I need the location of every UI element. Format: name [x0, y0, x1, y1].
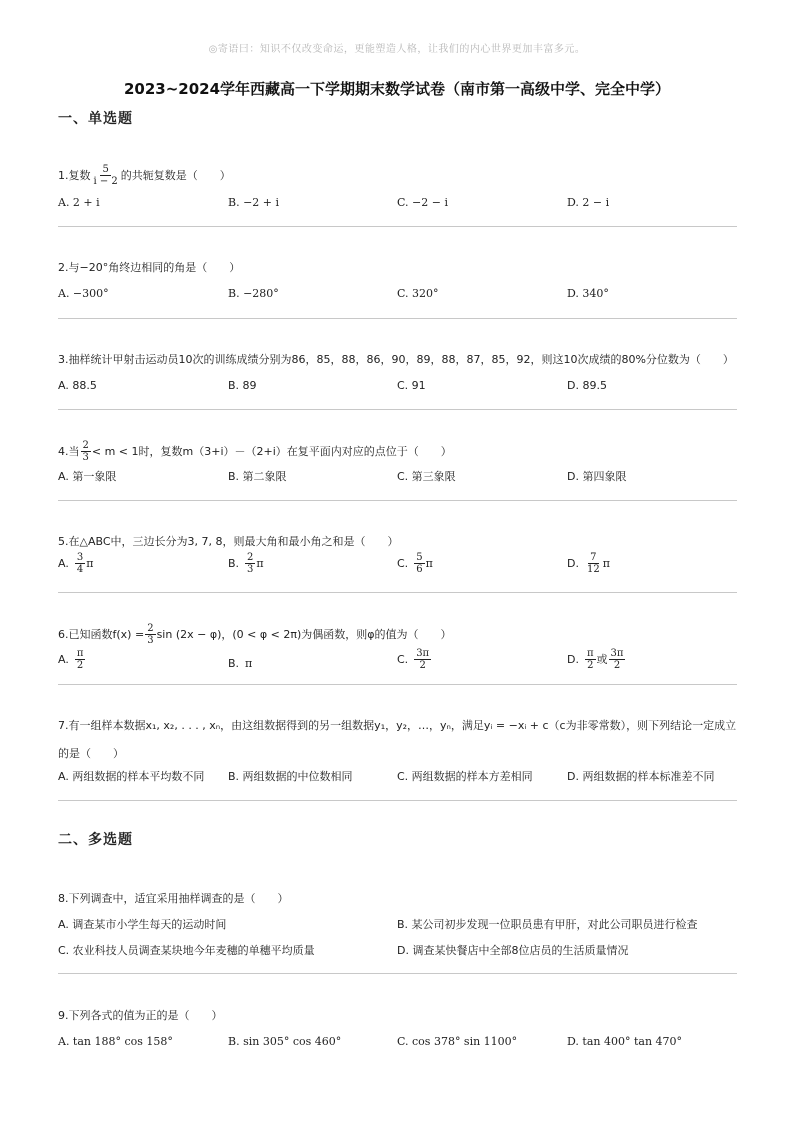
option-fraction [585, 648, 596, 671]
divider [58, 973, 737, 974]
option-a[interactable]: A. 两组数据的样本平均数不同 [58, 770, 205, 783]
option-d[interactable]: D. 两组数据的样本标准差不同 [567, 770, 715, 783]
fraction-denominator: i − 2 [93, 175, 118, 187]
option-label: A. [58, 557, 69, 570]
question-5-stem: 5.在△ABC中，三边长分为3, 7, 8，则最大角和最小角之和是（ ） [58, 535, 399, 548]
fraction-denominator: 3 [82, 451, 89, 463]
option-a[interactable] [58, 552, 93, 575]
option-c[interactable]: C. 农业科技人员调查某块地今年麦穗的单穗平均质量 [58, 944, 315, 957]
option-d[interactable]: D. 89.5 [567, 379, 607, 392]
option-label: C. [397, 653, 409, 666]
fraction-numerator: 7 [590, 552, 597, 563]
question-8-stem: 8.下列调查中，适宜采用抽样调查的是（ ） [58, 892, 289, 905]
pi-symbol: π [602, 557, 610, 570]
fraction-denominator: 3 [247, 564, 254, 575]
option-b[interactable]: B. −280° [228, 287, 279, 300]
question-7 [58, 712, 738, 783]
fraction-denominator: 2 [76, 660, 84, 671]
fraction-denominator: 3 [147, 634, 154, 646]
option-fraction [609, 648, 626, 671]
fraction-numerator: π [586, 648, 594, 659]
question-9-stem: 9.下列各式的值为正的是（ ） [58, 1009, 223, 1022]
question-8 [58, 891, 738, 957]
option-b[interactable]: B. sin 305° cos 460° [228, 1035, 342, 1048]
divider [58, 409, 737, 410]
question-1 [58, 160, 738, 209]
option-d[interactable]: D. tan 400° tan 470° [567, 1035, 683, 1048]
option-c[interactable]: C. 91 [397, 379, 426, 392]
fraction-numerator: 5 [416, 552, 423, 563]
option-a[interactable]: A. −300° [58, 287, 109, 300]
option-c[interactable] [397, 648, 432, 671]
pi-symbol: π [86, 557, 94, 570]
question-5 [58, 534, 738, 575]
option-fraction [585, 552, 602, 575]
fraction-denominator: 12 [586, 564, 600, 575]
question-6-stem [58, 619, 738, 649]
option-label: D. [567, 557, 579, 570]
option-fraction [245, 552, 255, 575]
fraction-denominator: 2 [419, 660, 426, 671]
option-b[interactable]: B. 第二象限 [228, 470, 287, 483]
option-a[interactable] [58, 648, 86, 671]
option-b[interactable]: B. 89 [228, 379, 257, 392]
divider [58, 684, 737, 685]
fraction-numerator: 5 [102, 163, 109, 175]
fraction-numerator: 2 [247, 552, 254, 563]
question-8-options-row-2 [58, 943, 738, 963]
divider [58, 592, 737, 593]
option-label: B. [228, 557, 240, 570]
exam-title: 2023~2024学年西藏高一下学期期末数学试卷（南市第一高级中学、完全中学） [123, 80, 671, 98]
option-c[interactable]: C. 320° [397, 287, 439, 300]
option-d[interactable] [567, 648, 626, 671]
option-c[interactable]: C. cos 378° sin 1100° [397, 1035, 518, 1048]
question-4-stem [58, 436, 738, 466]
option-a[interactable]: A. 88.5 [58, 379, 97, 392]
option-c[interactable] [397, 552, 433, 575]
question-1-options [58, 195, 738, 215]
fraction-numerator: 2 [147, 622, 154, 634]
question-4 [58, 436, 738, 483]
question-5-options [58, 552, 738, 582]
option-fraction [75, 648, 86, 671]
divider [58, 800, 737, 801]
fraction-denominator: 2 [613, 660, 621, 671]
question-6-post: sin (2x − φ)，(0 < φ < 2π)为偶函数，则φ的值为（ ） [156, 627, 452, 641]
option-c[interactable]: C. 第三象限 [397, 470, 456, 483]
question-6-pre: 6.已知函数f(x) = [58, 627, 145, 641]
option-fraction [414, 552, 424, 575]
option-b[interactable]: B. 某公司初步发现一位职员患有甲肝，对此公司职员进行检查 [397, 918, 698, 931]
option-d[interactable] [567, 552, 610, 575]
question-8-options-row-1 [58, 917, 738, 937]
question-3-options [58, 378, 738, 398]
question-9 [58, 1008, 738, 1048]
divider [58, 500, 737, 501]
option-label: D. [567, 653, 579, 666]
question-2 [58, 260, 738, 300]
question-2-options [58, 286, 738, 306]
divider [58, 226, 737, 227]
pi-symbol: π [425, 557, 433, 570]
question-4-post: < m < 1时，复数m（3+i）－（2+i）在复平面内对应的点位于（ ） [91, 444, 452, 458]
question-1-stem [58, 160, 738, 190]
option-a[interactable]: A. 2 + i [58, 196, 100, 209]
fraction-numerator: 2 [82, 439, 89, 451]
fraction-numerator: 3π [416, 648, 430, 659]
option-label: A. [58, 653, 69, 666]
question-3-stem: 3.抽样统计甲射击运动员10次的训练成绩分别为86，85，88，86，90，89，88，87，85，92，则这10次成绩的80%分位数为（ ） [58, 353, 734, 366]
question-1-pre: 1.复数 [58, 168, 91, 182]
motto-header: ◎寄语曰：知识不仅改变命运，更能塑造人格，让我们的内心世界更加丰富多元。 [208, 44, 586, 55]
option-b[interactable]: B. 两组数据的中位数相同 [228, 770, 353, 783]
option-a[interactable]: A. 第一象限 [58, 470, 117, 483]
option-label: C. [397, 557, 409, 570]
question-6-fraction [145, 623, 155, 646]
fraction-numerator: π [76, 648, 84, 659]
option-d[interactable]: D. 340° [567, 287, 609, 300]
question-4-fraction [81, 440, 91, 463]
fraction-denominator: 6 [416, 564, 423, 575]
question-2-stem: 2.与−20°角终边相同的角是（ ） [58, 261, 241, 274]
option-b[interactable]: B. −2 + i [228, 196, 280, 209]
option-d[interactable]: D. 调查某快餐店中全部8位店员的生活质量情况 [397, 944, 629, 957]
fraction-denominator: 2 [587, 660, 594, 671]
option-d[interactable]: D. 第四象限 [567, 470, 627, 483]
fraction-numerator: 3 [76, 552, 84, 563]
option-a[interactable]: A. 调查某市小学生每天的运动时间 [58, 918, 227, 931]
pi-symbol: π [256, 557, 264, 570]
question-4-options [58, 469, 738, 489]
option-a[interactable]: A. tan 188° cos 158° [58, 1035, 173, 1048]
section-multiple-choice: 二、多选题 [58, 832, 133, 848]
question-1-post: 的共轭复数是（ ） [120, 168, 231, 182]
fraction-numerator: 3π [610, 648, 624, 659]
question-7-options [58, 769, 738, 789]
option-fraction [414, 648, 431, 671]
option-b[interactable] [228, 648, 252, 678]
option-connector: 或 [596, 653, 608, 666]
fraction-denominator: 4 [76, 564, 84, 575]
option-fraction [75, 552, 85, 575]
option-b[interactable] [228, 552, 264, 575]
option-value: π [245, 656, 253, 670]
option-c[interactable]: C. −2 − i [397, 196, 448, 209]
question-1-fraction [92, 164, 120, 187]
question-3 [58, 352, 738, 392]
question-6-options [58, 648, 738, 678]
option-c[interactable]: C. 两组数据的样本方差相同 [397, 770, 533, 783]
section-single-choice: 一、单选题 [58, 111, 133, 127]
question-4-pre: 4.当 [58, 444, 80, 458]
divider [58, 318, 737, 319]
question-7-stem: 7.有一组样本数据x₁, x₂, . . . , xₙ，由这组数据得到的另一组数据y₁，y₂，…，yₙ，满足yᵢ = −xᵢ + c（c为非零常数），则下列结论一定成立的是（ ） [58, 719, 737, 760]
option-d[interactable]: D. 2 − i [567, 196, 610, 209]
question-9-options [58, 1034, 738, 1054]
option-label: B. [228, 656, 240, 670]
